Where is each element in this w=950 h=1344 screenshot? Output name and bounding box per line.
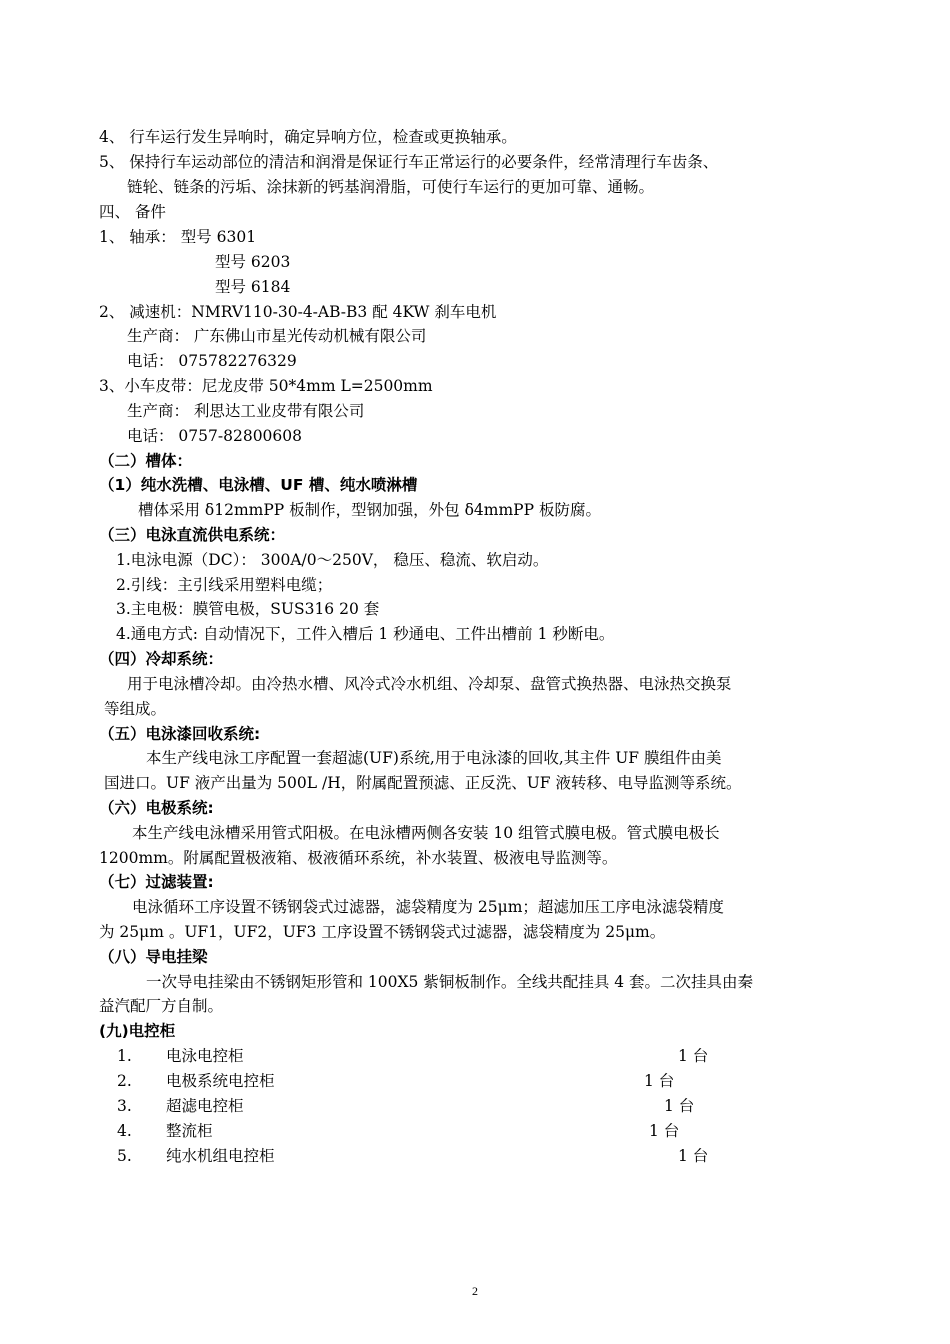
text-line: 4、 行车运行发生异响时，确定异响方位，检查或更换轴承。 bbox=[99, 128, 517, 146]
text-line: 5、 保持行车运动部位的清洁和润滑是保证行车正常运行的必要条件，经常清理行车齿条、 bbox=[99, 153, 719, 171]
text-line: 槽体采用 δ12mmPP 板制作，型钢加强，外包 δ4mmPP 板防腐。 bbox=[138, 501, 601, 519]
cabinet-quantity: 1 台 bbox=[678, 1047, 709, 1065]
section-heading: （六）电极系统: bbox=[99, 799, 214, 817]
text-line: 电话： 075782276329 bbox=[127, 352, 297, 370]
text-line: 本生产线电泳工序配置一套超滤(UF)系统,用于电泳漆的回收,其主件 UF 膜组件由美 bbox=[146, 749, 722, 767]
section-heading: （七）过滤装置: bbox=[99, 873, 214, 891]
text-line: 3、小车皮带：尼龙皮带 50*4mm L=2500mm bbox=[99, 377, 433, 395]
text-line: 型号 6203 bbox=[215, 253, 291, 271]
list-item: 4.通电方式: 自动情况下，工件入槽后 1 秒通电、工件出槽前 1 秒断电。 bbox=[116, 625, 615, 643]
cabinet-number: 1. bbox=[117, 1047, 132, 1065]
cabinet-name: 超滤电控柜 bbox=[166, 1097, 244, 1115]
cabinet-quantity: 1 台 bbox=[649, 1122, 680, 1140]
text-line: 用于电泳槽冷却。由冷热水槽、风冷式冷水机组、冷却泵、盘管式换热器、电泳热交换泵 bbox=[127, 675, 732, 693]
text-line: 链轮、链条的污垢、涂抹新的钙基润滑脂，可使行车运行的更加可靠、通畅。 bbox=[127, 178, 655, 196]
text-line: 等组成。 bbox=[104, 700, 167, 718]
text-line: 益汽配厂方自制。 bbox=[99, 997, 224, 1015]
list-item: 1.电泳电源（DC）： 300A/0～250V， 稳压、稳流、软启动。 bbox=[116, 551, 549, 569]
text-line: 1、 轴承： 型号 6301 bbox=[99, 228, 257, 246]
text-line: 为 25μm 。UF1，UF2，UF3 工序设置不锈钢袋式过滤器，滤袋精度为 25μm。 bbox=[99, 923, 666, 941]
section-heading: 四、 备件 bbox=[99, 203, 166, 221]
cabinet-name: 电极系统电控柜 bbox=[166, 1072, 275, 1090]
cabinet-number: 3. bbox=[117, 1097, 132, 1115]
text-line: 本生产线电泳槽采用管式阳极。在电泳槽两侧各安装 10 组管式膜电极。管式膜电极长 bbox=[132, 824, 720, 842]
text-line: 电泳循环工序设置不锈钢袋式过滤器，滤袋精度为 25μm；超滤加压工序电泳滤袋精度 bbox=[132, 898, 724, 916]
text-line: 一次导电挂梁由不锈钢矩形管和 100X5 紫铜板制作。全线共配挂具 4 套。二次挂具由秦 bbox=[146, 973, 754, 991]
text-line: 1200mm。附属配置极液箱、极液循环系统，补水装置、极液电导监测等。 bbox=[99, 849, 618, 867]
text-line: 型号 6184 bbox=[215, 278, 291, 296]
cabinet-number: 2. bbox=[117, 1072, 132, 1090]
text-line: 2、 减速机：NMRV110-30-4-AB-B3 配 4KW 刹车电机 bbox=[99, 303, 497, 321]
cabinet-quantity: 1 台 bbox=[678, 1147, 709, 1165]
page-number: 2 bbox=[472, 1284, 478, 1298]
section-heading: （四）冷却系统： bbox=[99, 650, 224, 668]
cabinet-number: 4. bbox=[117, 1122, 132, 1140]
text-line: 生产商： 利思达工业皮带有限公司 bbox=[127, 402, 365, 420]
section-heading: （八）导电挂梁 bbox=[99, 948, 208, 966]
cabinet-quantity: 1 台 bbox=[644, 1072, 675, 1090]
text-line: 电话： 0757-82800608 bbox=[127, 427, 303, 445]
cabinet-quantity: 1 台 bbox=[664, 1097, 695, 1115]
section-heading: （三）电泳直流供电系统： bbox=[99, 526, 286, 544]
subsection-heading: （1）纯水洗槽、电泳槽、UF 槽、纯水喷淋槽 bbox=[99, 476, 418, 494]
list-item: 3.主电极：膜管电极，SUS316 20 套 bbox=[116, 600, 380, 618]
section-heading: （二）槽体： bbox=[99, 452, 193, 470]
list-item: 2.引线：主引线采用塑料电缆； bbox=[116, 576, 333, 594]
cabinet-name: 电泳电控柜 bbox=[166, 1047, 244, 1065]
text-line: 生产商： 广东佛山市星光传动机械有限公司 bbox=[127, 327, 427, 345]
section-heading: （五）电泳漆回收系统: bbox=[99, 725, 261, 743]
section-heading: (九)电控柜 bbox=[99, 1022, 176, 1040]
cabinet-name: 整流柜 bbox=[166, 1122, 213, 1140]
cabinet-name: 纯水机组电控柜 bbox=[166, 1147, 275, 1165]
text-line: 国进口。UF 液产出量为 500L /H，附属配置预滤、正反洗、UF 液转移、电导监测等系统。 bbox=[104, 774, 742, 792]
cabinet-number: 5. bbox=[117, 1147, 132, 1165]
